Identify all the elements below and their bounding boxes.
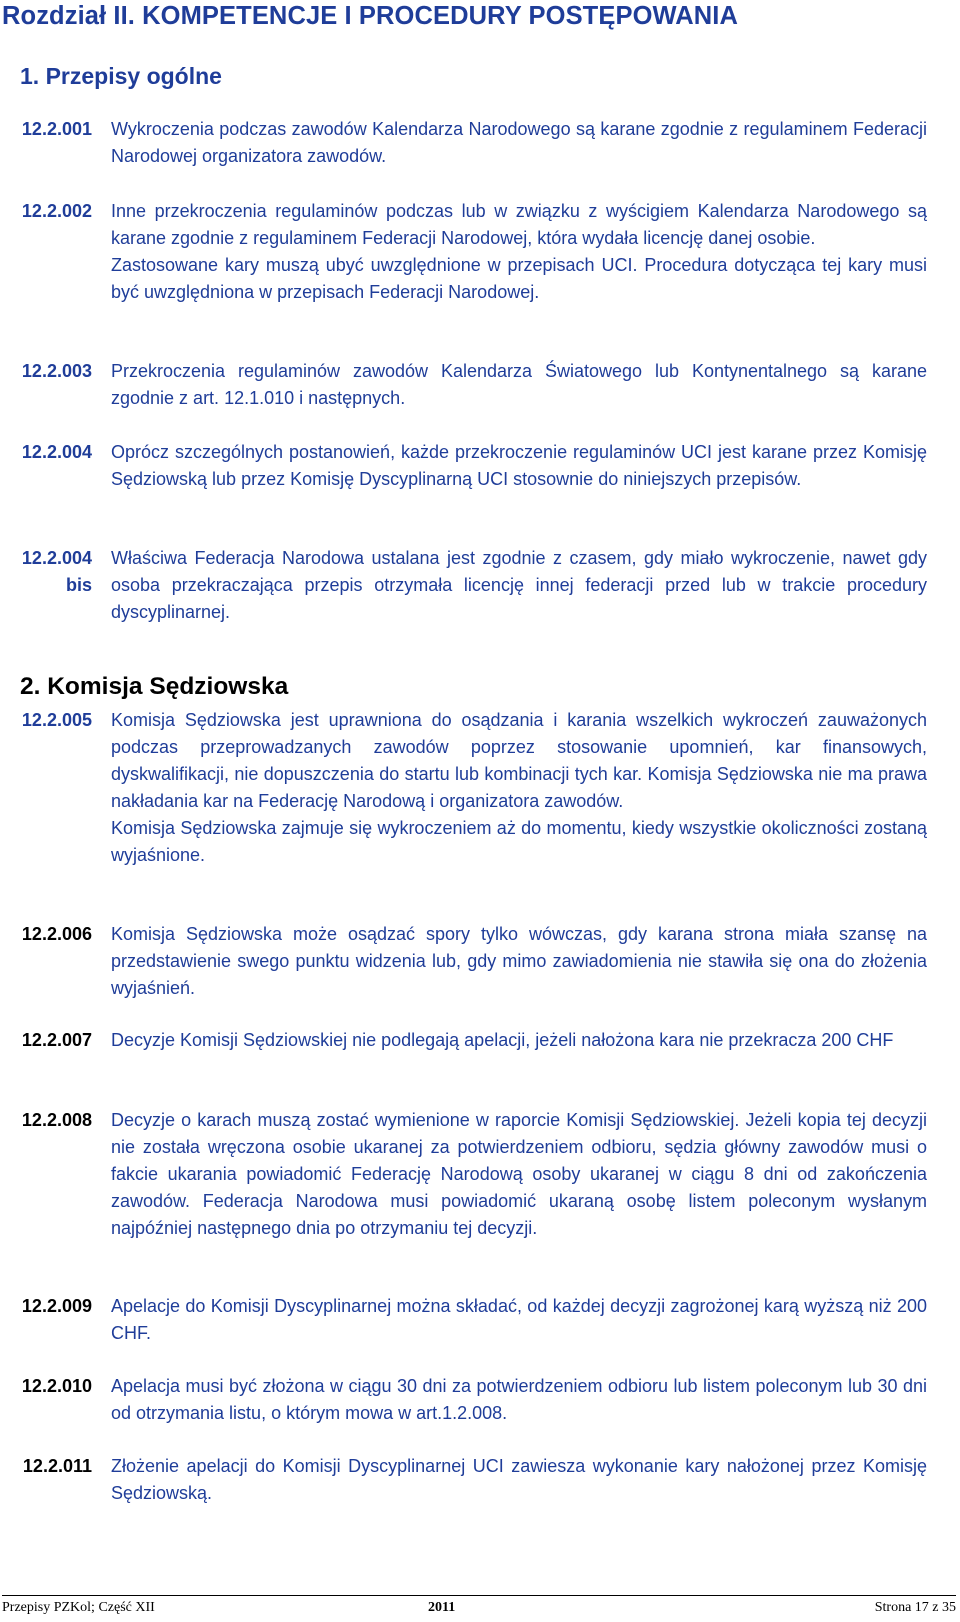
- article-number: 12.2.004 bis: [2, 545, 92, 599]
- article-paragraph: Komisja Sędziowska zajmuje się wykroczeniem aż do momentu, kiedy wszystkie okoliczności zostaną wyjaśnione.: [111, 818, 927, 865]
- article-paragraph: Komisja Sędziowska może osądzać spory tylko wówczas, gdy karana strona miała szansę na przedstawienie swego punktu widzenia lub, gdy mimo zawiadomienia nie stawiła się ona do złożenia wyjaśnień.: [111, 924, 927, 998]
- article-paragraph: Przekroczenia regulaminów zawodów Kalendarza Światowego lub Kontynentalnego są karane zgodnie z art. 12.1.010 i następnych.: [111, 361, 927, 408]
- article-text: [111, 545, 927, 626]
- article-text: [111, 358, 927, 412]
- article-paragraph: Apelacje do Komisji Dyscyplinarnej można składać, od każdej decyzji zagrożonej karą wyższą niż 200 CHF.: [111, 1296, 927, 1343]
- article-text: [111, 1373, 927, 1427]
- article-number: 12.2.011: [22, 1456, 92, 1476]
- article-text: [111, 921, 927, 1002]
- footer-document-name: Przepisy PZKol; Część XII: [2, 1600, 155, 1615]
- article-paragraph: Inne przekroczenia regulaminów podczas lub w związku z wyścigiem Kalendarza Narodowego są karane zgodnie z regulaminem Federacji Narodowej, która wydała licencję danej osobie.: [111, 201, 927, 248]
- article-number: 12.2.006: [21, 924, 92, 944]
- article-number: 12.2.005: [21, 710, 92, 730]
- article-text: [111, 1107, 927, 1242]
- article-paragraph: Oprócz szczególnych postanowień, każde przekroczenie regulaminów UCI jest karane przez Komisję Sędziowską lub przez Komisję Dyscyplinarną UCI stosownie do niniejszych przepisów.: [111, 442, 927, 489]
- chapter-title: Rozdział II. KOMPETENCJE I PROCEDURY POSTĘPOWANIA: [2, 2, 738, 30]
- article-paragraph: Zastosowane kary muszą ubyć uwzględnione w przepisach UCI. Procedura dotycząca tej kary musi być uwzględniona w przepisach Federacji Narodowej.: [111, 255, 927, 302]
- article-text: [111, 1027, 927, 1054]
- article-paragraph: Komisja Sędziowska jest uprawniona do osądzania i karania wszelkich wykroczeń zauważonych podczas przeprowadzanych zawodów poprzez stosowanie upomnień, kar finansowych, dyskwalifikacji, nie dopuszczenia do startu lub kombinacji tych kar. Komisja Sędziowska nie ma prawa nakładania kar na Federację Narodową i organizatora zawodów.: [111, 710, 927, 811]
- article-paragraph: Decyzje Komisji Sędziowskiej nie podlegają apelacji, jeżeli nałożona kara nie przekracza 200 CHF: [111, 1030, 894, 1050]
- article-text: [111, 707, 927, 869]
- article-number: 12.2.004: [21, 442, 92, 462]
- section-title: 1. Przepisy ogólne: [20, 63, 222, 89]
- article-text: [111, 439, 927, 493]
- page-footer: [2, 1595, 956, 1615]
- footer-year: 2011: [428, 1600, 456, 1615]
- article-number: 12.2.009: [21, 1296, 92, 1316]
- article-paragraph: Decyzje o karach muszą zostać wymienione w raporcie Komisji Sędziowskiej. Jeżeli kopia tej decyzji nie została wręczona osobie ukaranej za potwierdzeniem odbioru, sędzia główny zawodów musi o fakcie ukarania powiadomić Federację Narodową osoby ukaranej w ciągu 8 dni od zakończenia zawodów. Federacja Narodowa musi powiadomić ukaraną osobę listem poleconym wysłanym najpóźniej następnego dnia po otrzymaniu tej decyzji.: [111, 1110, 927, 1238]
- article-number: 12.2.010: [21, 1376, 92, 1396]
- article-paragraph: Złożenie apelacji do Komisji Dyscyplinarnej UCI zawiesza wykonanie kary nałożonej przez Komisję Sędziowską.: [111, 1456, 927, 1503]
- article-paragraph: Wykroczenia podczas zawodów Kalendarza Narodowego są karane zgodnie z regulaminem Federacji Narodowej organizatora zawodów.: [111, 119, 927, 166]
- article-text: [111, 116, 927, 170]
- article-text: [111, 198, 927, 306]
- article-paragraph: Właściwa Federacja Narodowa ustalana jest zgodnie z czasem, gdy miało wykroczenie, nawet gdy osoba przekraczająca przepis otrzymała licencję innej federacji przed lub w trakcie procedury dyscyplinarnej.: [111, 548, 927, 622]
- article-number: 12.2.003: [21, 361, 92, 381]
- article-number: 12.2.001: [21, 119, 92, 139]
- article-number: 12.2.002: [21, 201, 92, 221]
- article-number-suffix: bis: [65, 575, 92, 595]
- article-number: 12.2.008: [21, 1110, 92, 1130]
- article-text: [111, 1453, 927, 1507]
- article-number: 12.2.007: [21, 1030, 92, 1050]
- section-title: 2. Komisja Sędziowska: [20, 673, 289, 700]
- article-text: [111, 1293, 927, 1347]
- footer-page-number: Strona 17 z 35: [874, 1600, 956, 1615]
- article-paragraph: Apelacja musi być złożona w ciągu 30 dni za potwierdzeniem odbioru lub listem poleconym lub 30 dni od otrzymania listu, o którym mowa w art.1.2.008.: [111, 1376, 927, 1423]
